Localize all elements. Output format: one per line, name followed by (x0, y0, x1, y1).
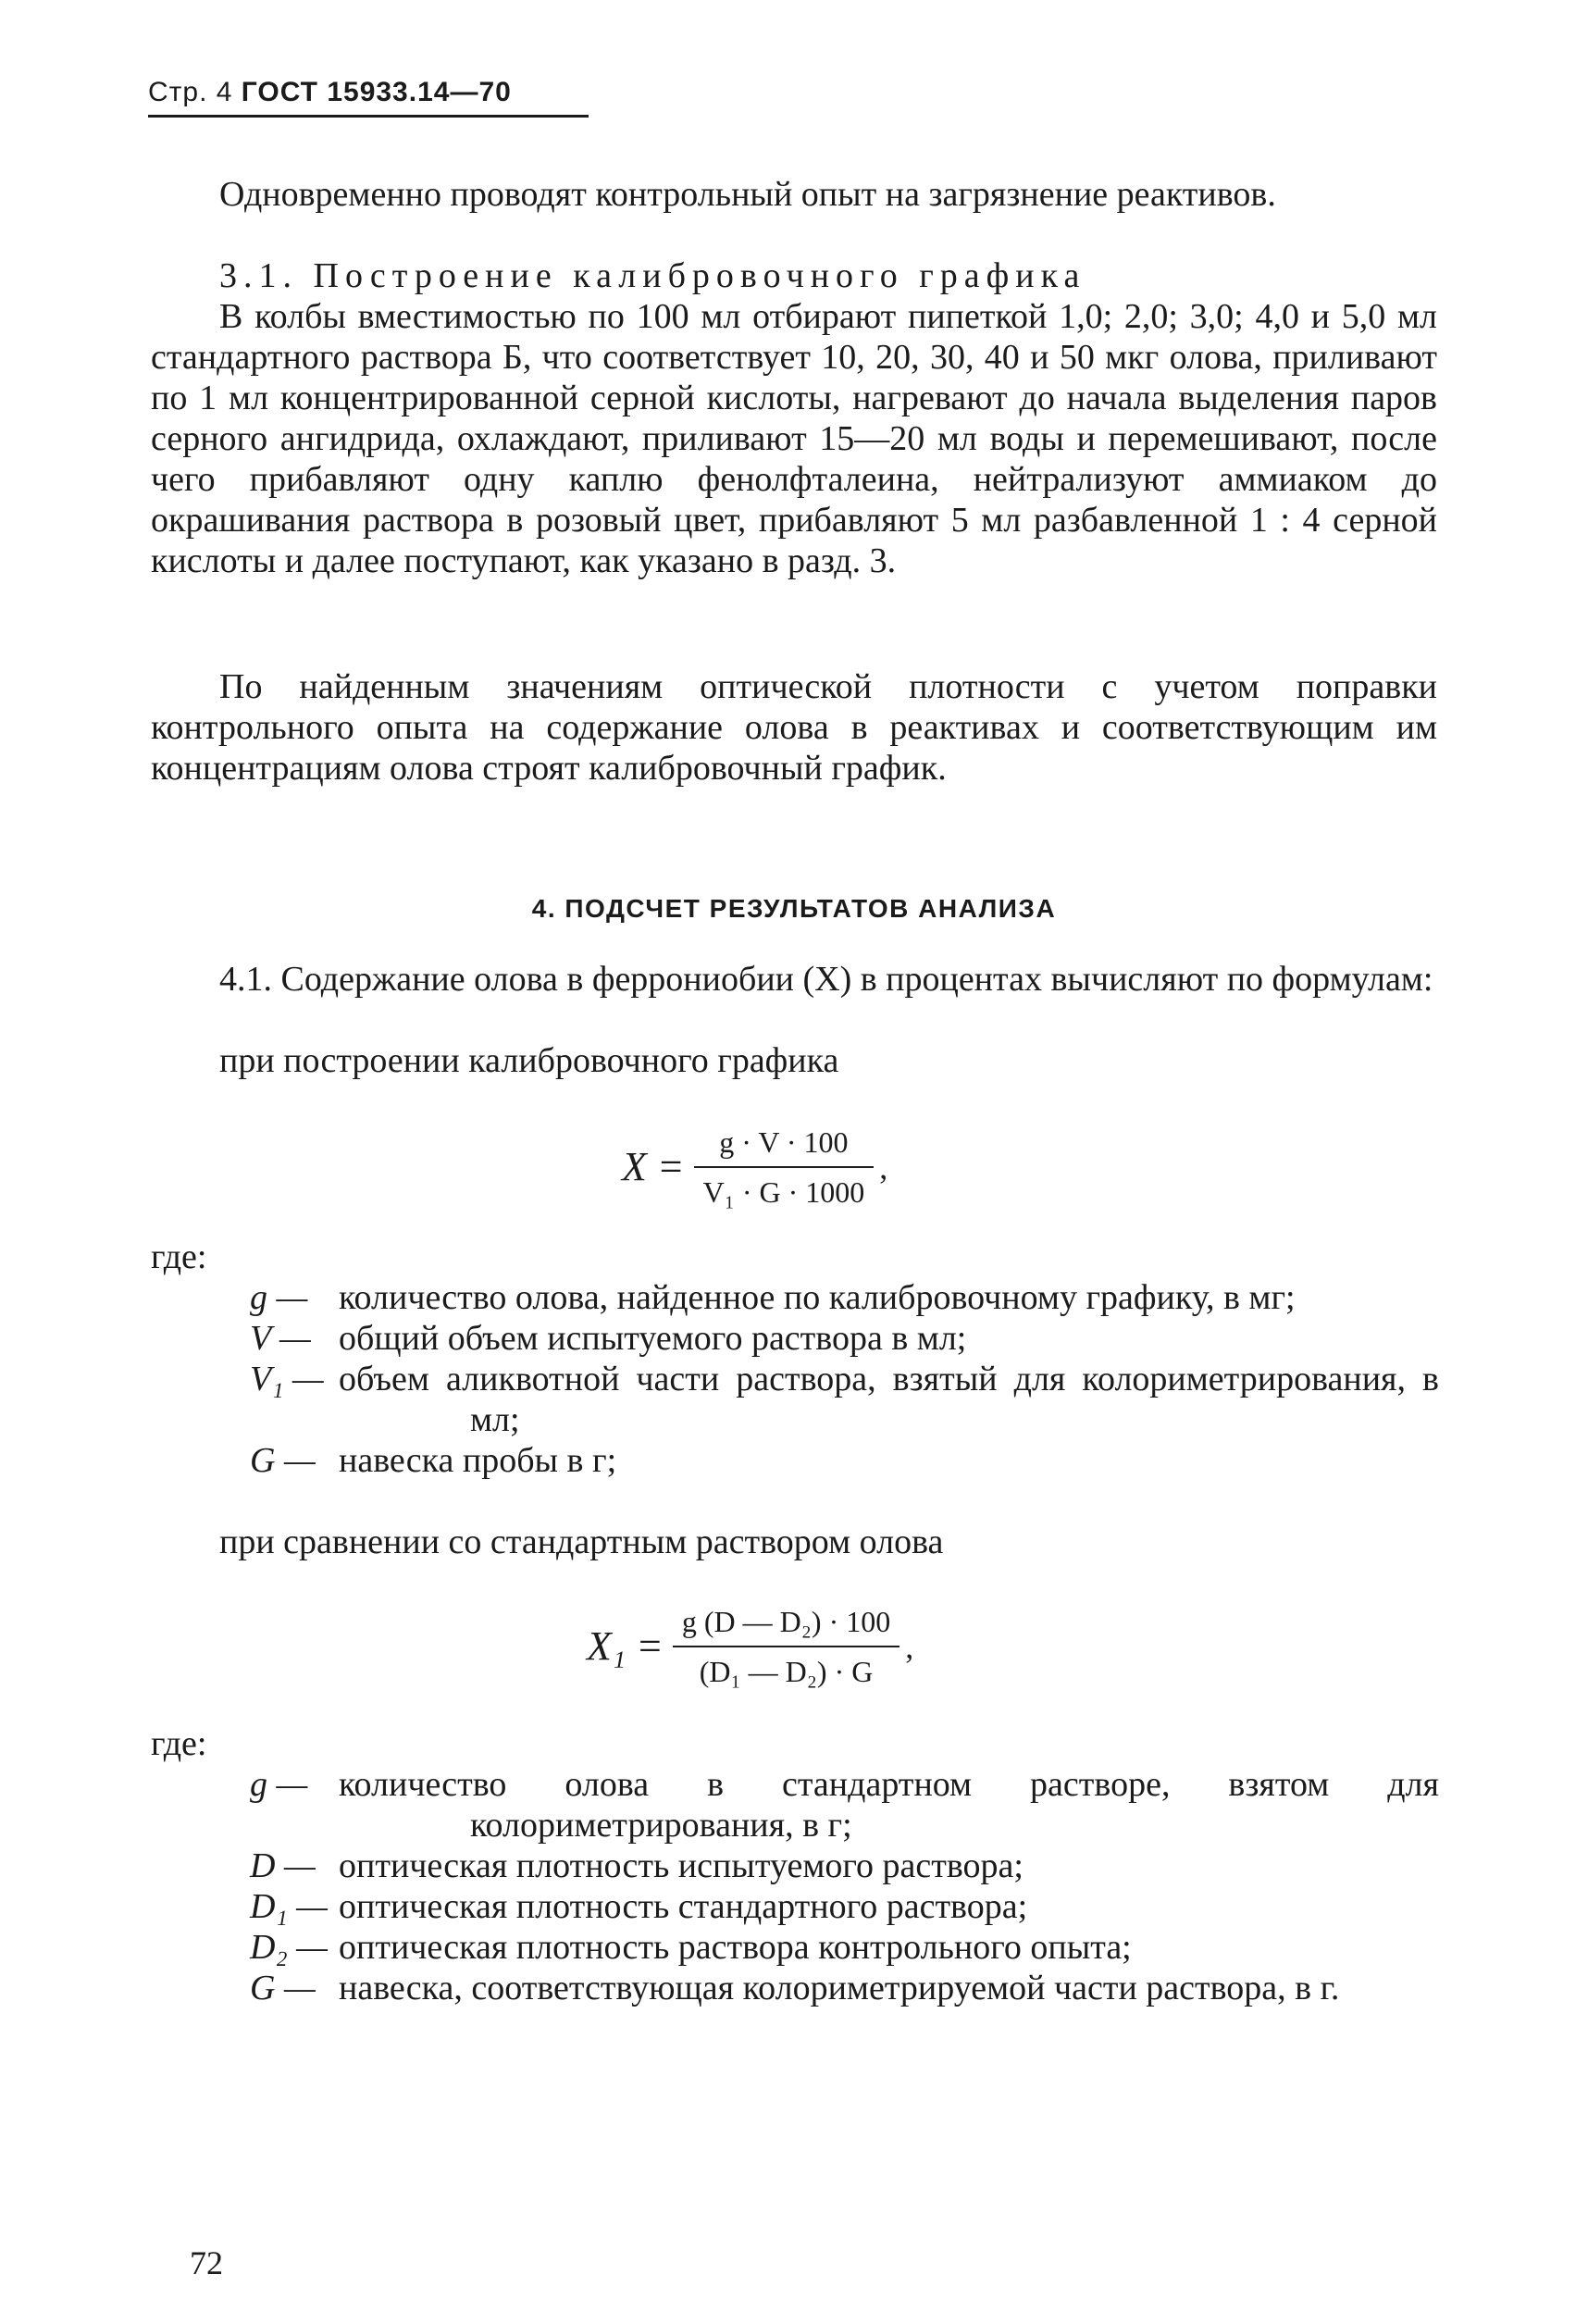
case-standard-label: при сравнении со стандартным раствором олова (219, 1522, 944, 1561)
definition-symbol: D₁ — (250, 1887, 328, 1926)
definition-text: оптическая плотность испытуемого раствора; (339, 1846, 1024, 1885)
definition-symbol: D — (250, 1846, 316, 1885)
definition-text: навеска пробы в г; (339, 1441, 617, 1480)
formula-x-comma: , (879, 1149, 888, 1186)
formula-x1-comma: , (905, 1628, 914, 1665)
formula-x1-fraction (673, 1601, 899, 1692)
formula-x (622, 1122, 887, 1212)
definitions-list-2 (250, 1764, 1439, 2008)
definition-item (250, 1764, 1439, 1846)
definition-symbol: D₂ — (250, 1928, 328, 1967)
case-calibration-label: при построении калибровочного графика (219, 1041, 839, 1080)
formula-x-denominator: V₁ · G · 1000 (702, 1175, 865, 1209)
page-number: 72 (190, 2244, 223, 2281)
definition-item (250, 1440, 1439, 1481)
definition-symbol: V₁ — (250, 1360, 324, 1398)
page-header (148, 74, 589, 118)
header-prefix: Стр. 4 (148, 77, 233, 107)
definition-item (250, 1846, 1439, 1886)
paragraph-calibration-procedure: В колбы вместимостью по 100 мл отбирают пипеткой 1,0; 2,0; 3,0; 4,0 и 5,0 мл стандартного раствора Б, что соответствует 10, 20, 30, 40 и 50 мкг олова, приливают по 1 мл концентрированной серной кислоты, нагревают до начала выделения паров серного ангидрида, охлаждают, приливают 15—20 мл воды и перемешивают, после чего прибавляют одну каплю фенолфталеина, нейтрализуют аммиаком до окрашивания раствора в розовый цвет, прибавляют 5 мл разбавленной 1 : 4 серной кислоты и далее поступают, как указано в разд. 3. (151, 297, 1437, 580)
definitions-list-1 (250, 1277, 1439, 1481)
definition-item (250, 1318, 1439, 1359)
header-doc-number: ГОСТ 15933.14—70 (241, 77, 512, 107)
where-label-2: где: (151, 1724, 207, 1763)
definition-text: навеска, соответствующая колориметрируемой части раствора, в г. (339, 1969, 1340, 2007)
subsection-3-1-title: 3.1. Построение калибровочного графика (219, 256, 1086, 295)
definition-text: количество олова в стандартном растворе, взятом для колориметрирования, в г; (339, 1765, 1439, 1845)
definition-text: оптическая плотность стандартного раствора; (339, 1887, 1028, 1926)
definition-text: общий объем испытуемого раствора в мл; (339, 1319, 967, 1358)
definition-symbol: V — (250, 1319, 311, 1358)
definition-symbol: G — (250, 1969, 316, 2007)
formula-x1-denominator: (D₁ — D₂) · G (699, 1655, 874, 1688)
where-label-1: где: (151, 1237, 207, 1276)
definition-text: объем аликвотной части раствора, взятый для колориметрирования, в мл; (339, 1360, 1439, 1439)
formula-x-lhs: X = (622, 1144, 685, 1189)
definition-item (250, 1359, 1439, 1440)
definition-symbol: G — (250, 1441, 316, 1480)
definition-item (250, 1886, 1439, 1927)
definition-item (250, 1968, 1439, 2008)
definition-item (250, 1277, 1439, 1318)
section-4-title: 4. ПОДСЧЕТ РЕЗУЛЬТАТОВ АНАЛИЗА (531, 894, 1057, 923)
definition-text: оптическая плотность раствора контрольного опыта; (339, 1928, 1132, 1967)
definition-item (250, 1927, 1439, 1968)
definition-symbol: g — (250, 1765, 308, 1804)
definition-text: количество олова, найденное по калибровочному графику, в мг; (339, 1278, 1296, 1317)
paragraph-4-1: 4.1. Содержание олова в феррониобии (X) в процентах вычисляют по формулам: (219, 960, 1433, 999)
paragraph-calibration-graph: По найденным значениям оптической плотности с учетом поправки контрольного опыта на содержание олова в реактивах и соответствующим им концентрациям олова строят калибровочный график. (151, 667, 1437, 788)
paragraph-control-test: Одновременно проводят контрольный опыт на загрязнение реактивов. (219, 175, 1276, 214)
formula-x1-lhs: X₁ = (587, 1623, 664, 1669)
formula-x1-numerator: g (D — D₂) · 100 (681, 1605, 891, 1638)
definition-symbol: g — (250, 1278, 308, 1317)
formula-x-fraction (694, 1122, 875, 1212)
formula-x1 (587, 1601, 913, 1692)
formula-x-numerator: g · V · 100 (719, 1125, 849, 1159)
